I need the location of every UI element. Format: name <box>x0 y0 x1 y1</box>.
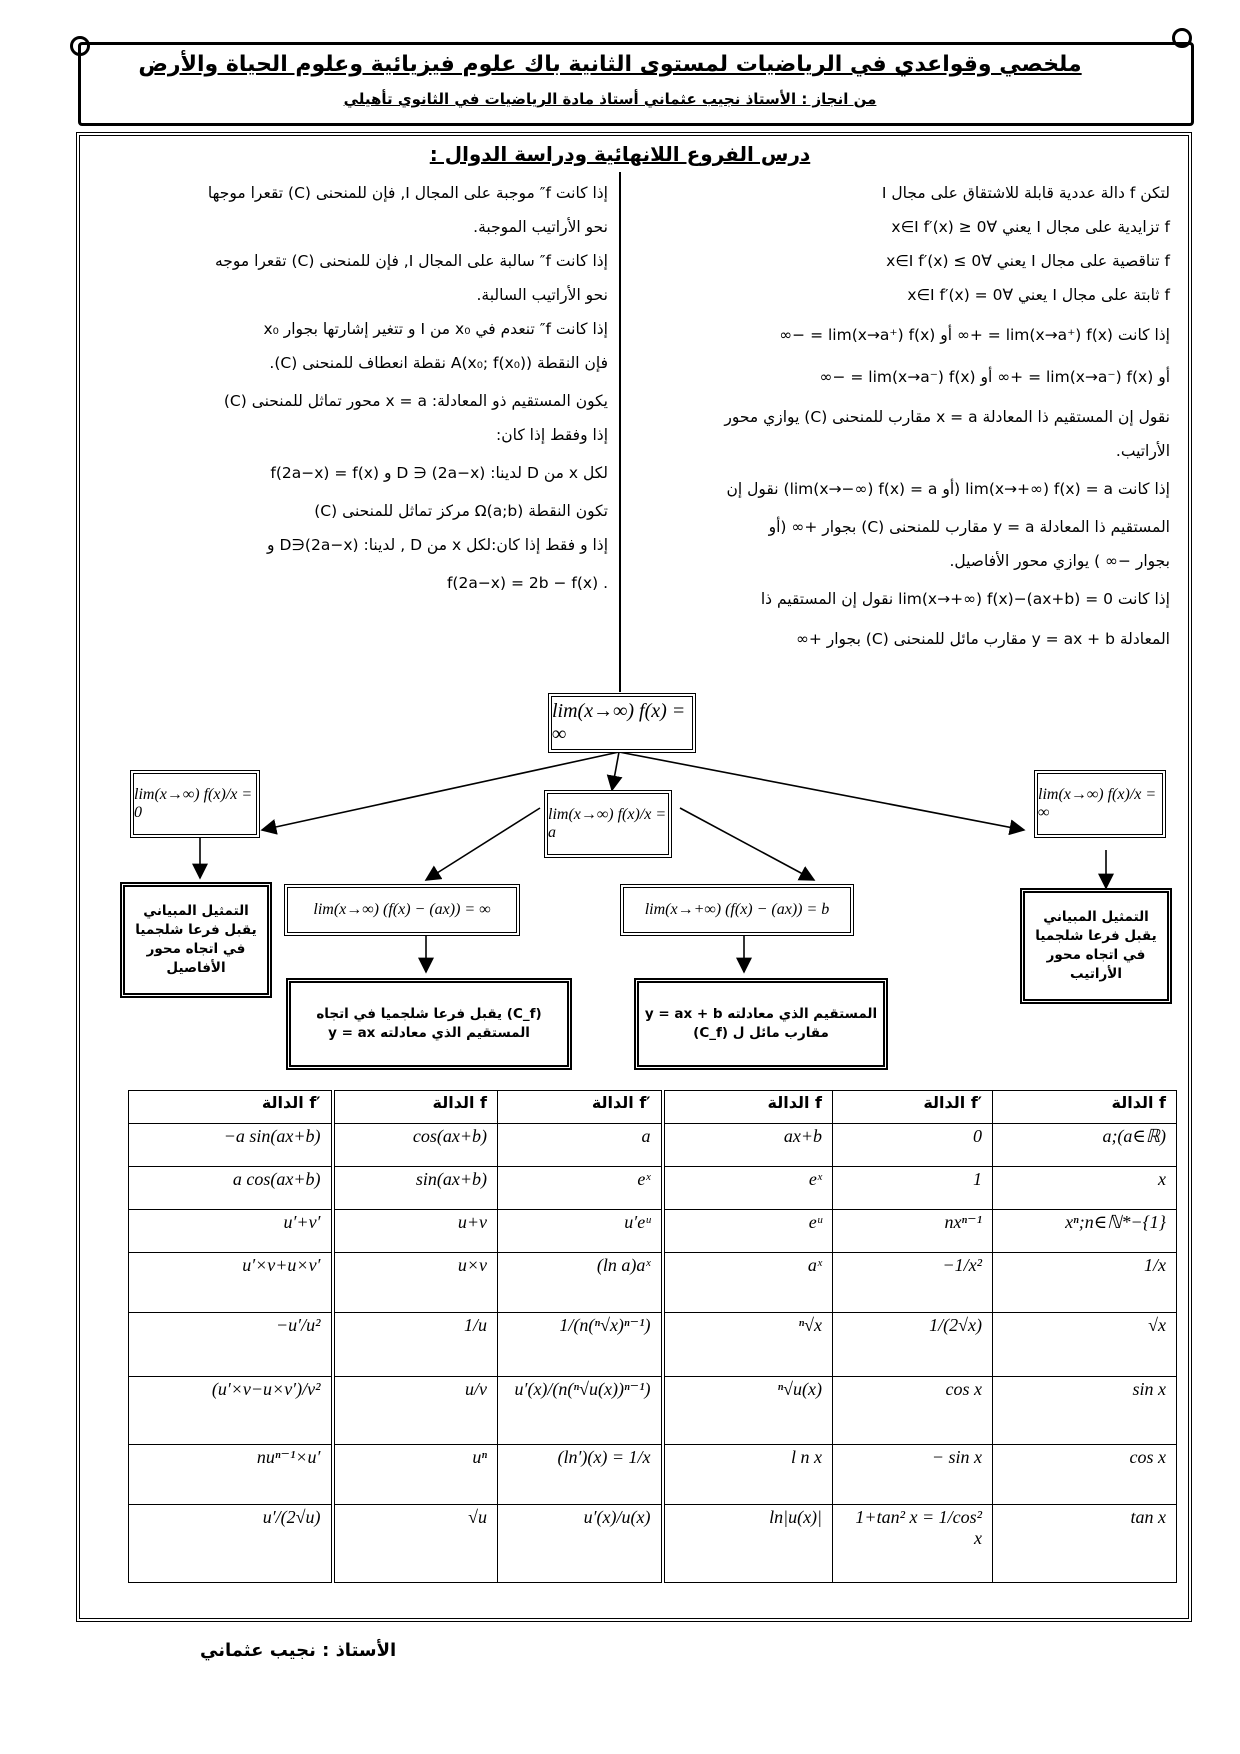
table-cell: u′+v′ <box>129 1210 333 1253</box>
flow-mid-box: lim(x→∞) f(x)/x = a <box>544 790 672 858</box>
text-line: إذا وفقط إذا كان: <box>496 426 608 444</box>
table-cell: 1/(2√x) <box>833 1313 993 1377</box>
table-row <box>129 1124 1177 1167</box>
text-line: إذا كانت lim(x→+∞) f(x)−(ax+b) = 0 نقول إن المستقيم ذا <box>760 590 1170 608</box>
author-line: من انجاز : الأستاذ نجيب عثماني أستاذ مادة الرياضيات في الثانوي تأهيلي <box>343 90 877 108</box>
table-cell: −1/x² <box>833 1253 993 1313</box>
table-cell: uⁿ <box>333 1445 498 1505</box>
text-line: المعادلة y = ax + b مقارب مائل للمنحنى (C) بجوار +∞ <box>795 630 1170 648</box>
derivatives-table <box>128 1090 1177 1583</box>
text-line: يكون المستقيم ذو المعادلة: x = a محور تماثل للمنحنى (C) <box>223 392 608 410</box>
table-cell: a;(a∈ℝ) <box>993 1124 1177 1167</box>
table-row <box>129 1167 1177 1210</box>
table-row <box>129 1313 1177 1377</box>
table-cell: ⁿ√x <box>663 1313 833 1377</box>
table-cell: eˣ <box>498 1167 663 1210</box>
table-header: الدالة f′ <box>498 1091 663 1124</box>
table-cell: u′eᵘ <box>498 1210 663 1253</box>
table-row <box>129 1505 1177 1583</box>
flow-right-result: التمثيل المبياني يقبل فرعا شلجميا في اتجاه محور الأراتيب <box>1020 888 1172 1004</box>
table-row <box>129 1210 1177 1253</box>
text-line: لكل x من D لدينا: (2a−x) ∈ D و f(2a−x) = f(x) <box>270 464 608 482</box>
text-line: إذا كانت lim(x→+∞) f(x) = a (أو lim(x→−∞) f(x) = a) نقول إن <box>726 480 1170 498</box>
text-line: الأراتيب. <box>1115 442 1170 460</box>
text-line: f ثابتة على مجال I يعني ∀x∈I f′(x) = 0 <box>907 286 1170 304</box>
table-cell: a cos(ax+b) <box>129 1167 333 1210</box>
result-line: مقارب مائل ل (C_f) <box>693 1025 829 1041</box>
table-cell: 1+tan² x = 1/cos² x <box>833 1505 993 1583</box>
text-line: إذا و فقط إذا كان:لكل x من D , لدينا: (2a−x)∈D و <box>267 536 608 554</box>
result-line: المستقيم الذي معادلته y = ax <box>328 1025 530 1041</box>
table-cell: (u′×v−u×v′)/v² <box>129 1377 333 1445</box>
table-cell: u/v <box>333 1377 498 1445</box>
table-cell: √x <box>993 1313 1177 1377</box>
flow-left-result: التمثيل المبياني يقبل فرعا شلجميا في اتجاه محور الأفاصيل <box>120 882 272 998</box>
table-cell: ax+b <box>663 1124 833 1167</box>
table-cell: − sin x <box>833 1445 993 1505</box>
table-cell: x <box>993 1167 1177 1210</box>
result-line: المستقيم الذي معادلته y = ax + b <box>644 1006 878 1022</box>
footer-signature: الأستاذ : نجيب عثماني <box>200 1640 397 1661</box>
table-row <box>129 1377 1177 1445</box>
table-cell: ⁿ√u(x) <box>663 1377 833 1445</box>
text-line: أو lim(x→a⁻) f(x) = +∞ أو lim(x→a⁻) f(x) = −∞ <box>819 368 1170 386</box>
table-cell: u×v <box>333 1253 498 1313</box>
result-line: (C_f) يقبل فرعا شلجميا في اتجاه <box>316 1006 542 1022</box>
table-cell: 1 <box>833 1167 993 1210</box>
table-row <box>129 1253 1177 1313</box>
table-cell: cos x <box>833 1377 993 1445</box>
table-header-row <box>129 1091 1177 1124</box>
table-cell: cos x <box>993 1445 1177 1505</box>
text-line: إذا كانت f″ سالبة على المجال I, فإن للمنحنى (C) تقعرا موجه <box>214 252 608 270</box>
flow-top-box: lim(x→∞) f(x) = ∞ <box>548 693 696 753</box>
table-cell: 0 <box>833 1124 993 1167</box>
table-cell: a <box>498 1124 663 1167</box>
table-cell: sin(ax+b) <box>333 1167 498 1210</box>
flow-ml-result <box>286 978 572 1070</box>
table-cell: (ln′)(x) = 1/x <box>498 1445 663 1505</box>
table-cell: −a sin(ax+b) <box>129 1124 333 1167</box>
table-cell: eˣ <box>663 1167 833 1210</box>
table-cell: xⁿ;n∈ℕ*−{1} <box>993 1210 1177 1253</box>
text-line: f تناقصية على مجال I يعني ∀x∈I f′(x) ≤ 0 <box>886 252 1170 270</box>
table-header: الدالة f′ <box>129 1091 333 1124</box>
table-cell: u′/(2√u) <box>129 1505 333 1583</box>
table-cell: 1/x <box>993 1253 1177 1313</box>
text-line: نحو الأراتيب السالبة. <box>476 286 608 304</box>
table-cell: 1/u <box>333 1313 498 1377</box>
table-cell: eᵘ <box>663 1210 833 1253</box>
text-line: إذا كانت f″ تنعدم في x₀ من I و تتغير إشارتها بجوار x₀ <box>263 320 608 338</box>
flow-ml-box: lim(x→∞) (f(x) − (ax)) = ∞ <box>284 884 520 936</box>
text-line: إذا كانت f″ موجبة على المجال I, فإن للمنحنى (C) تقعرا موجها <box>207 184 608 202</box>
table-row <box>129 1445 1177 1505</box>
flow-mr-result <box>634 978 888 1070</box>
text-line: إذا كانت lim(x→a⁺) f(x) = +∞ أو lim(x→a⁺) f(x) = −∞ <box>779 326 1170 344</box>
table-cell: ln|u(x)| <box>663 1505 833 1583</box>
lesson-title: درس الفروع اللانهائية ودراسة الدوال : <box>429 142 811 166</box>
table-cell: nuⁿ⁻¹×u′ <box>129 1445 333 1505</box>
table-cell: −u′/u² <box>129 1313 333 1377</box>
text-line: نحو الأراتيب الموجبة. <box>473 218 608 236</box>
flow-right-box: lim(x→∞) f(x)/x = ∞ <box>1034 770 1166 838</box>
table-cell: u′(x)/(n(ⁿ√u(x))ⁿ⁻¹) <box>498 1377 663 1445</box>
table-cell: nxⁿ⁻¹ <box>833 1210 993 1253</box>
table-header: الدالة f <box>333 1091 498 1124</box>
table-cell: √u <box>333 1505 498 1583</box>
table-cell: u′×v+u×v′ <box>129 1253 333 1313</box>
table-header: الدالة f <box>663 1091 833 1124</box>
table-cell: aˣ <box>663 1253 833 1313</box>
flow-left-box: lim(x→∞) f(x)/x = 0 <box>130 770 260 838</box>
text-line: نقول إن المستقيم ذا المعادلة x = a مقارب للمنحنى (C) يوازي محور <box>724 408 1170 426</box>
table-cell: sin x <box>993 1377 1177 1445</box>
table-cell: l n x <box>663 1445 833 1505</box>
text-line: تكون النقطة Ω(a;b) مركز تماثل للمنحنى (C) <box>314 502 608 520</box>
flow-mr-box: lim(x→+∞) (f(x) − (ax)) = b <box>620 884 854 936</box>
table-cell: 1/(n(ⁿ√x)ⁿ⁻¹) <box>498 1313 663 1377</box>
table-header: الدالة f <box>993 1091 1177 1124</box>
table-cell: cos(ax+b) <box>333 1124 498 1167</box>
text-line: لتكن f دالة عددية قابلة للاشتقاق على مجال I <box>881 184 1170 202</box>
page-title: ملخصي وقواعدي في الرياضيات لمستوى الثانية باك علوم فيزيائية وعلوم الحياة والأرض <box>138 52 1082 77</box>
table-cell: tan x <box>993 1505 1177 1583</box>
text-line: f تزايدية على مجال I يعني ∀x∈I f′(x) ≥ 0 <box>891 218 1170 236</box>
text-line: فإن النقطة A(x₀; f(x₀)) نقطة انعطاف للمنحنى (C). <box>269 354 608 372</box>
table-cell: u′(x)/u(x) <box>498 1505 663 1583</box>
text-line: . f(2a−x) = 2b − f(x) <box>446 574 608 592</box>
text-line: بجوار −∞ ) يوازي محور الأفاصيل. <box>949 552 1170 570</box>
table-header: الدالة f′ <box>833 1091 993 1124</box>
table-cell: (ln a)aˣ <box>498 1253 663 1313</box>
table-cell: u+v <box>333 1210 498 1253</box>
text-line: المستقيم ذا المعادلة y = a مقارب للمنحنى (C) بجوار +∞ (أو <box>768 518 1170 536</box>
